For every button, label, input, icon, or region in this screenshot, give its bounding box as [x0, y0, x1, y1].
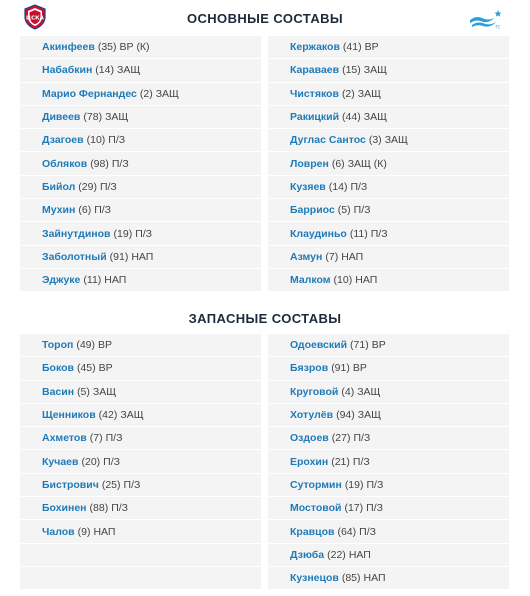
- player-number: (21): [331, 455, 350, 468]
- player-position: П/З: [108, 134, 126, 147]
- player-position: ЗАЩ: [363, 64, 387, 77]
- zenit-logo-icon: [468, 8, 506, 30]
- player-name[interactable]: Кучаев: [42, 455, 79, 468]
- player-row: [20, 520, 261, 543]
- player-number: (6): [78, 204, 92, 217]
- player-row: [20, 357, 261, 380]
- player-position: П/З: [353, 432, 371, 445]
- player-position: НАП: [131, 250, 154, 263]
- player-name[interactable]: Сутормин: [290, 478, 342, 491]
- player-number: (42): [98, 409, 118, 422]
- player-position: П/З: [352, 455, 370, 468]
- player-row: [268, 381, 509, 404]
- player-position: П/З: [370, 227, 388, 240]
- player-name[interactable]: Дивеев: [42, 111, 81, 124]
- player-row: [20, 497, 261, 520]
- player-position: П/З: [103, 455, 120, 468]
- player-row: [20, 199, 261, 222]
- player-position: П/З: [353, 204, 371, 217]
- player-row: [20, 176, 261, 199]
- player-position: ВР (К): [119, 41, 150, 54]
- player-row: [268, 199, 509, 222]
- player-number: (4): [341, 385, 355, 398]
- player-number: (27): [331, 432, 351, 445]
- player-name[interactable]: Тороп: [42, 339, 74, 352]
- player-position: ВР: [371, 339, 386, 352]
- player-name[interactable]: Барриос: [290, 204, 335, 217]
- player-row: [20, 59, 261, 82]
- player-position: П/З: [135, 227, 153, 240]
- player-position: П/З: [99, 180, 117, 193]
- player-position: НАП: [93, 525, 116, 538]
- player-name[interactable]: Дзюба: [290, 548, 325, 561]
- player-name[interactable]: Хотулёв: [290, 409, 334, 422]
- player-number: (17): [344, 502, 364, 515]
- player-row: [268, 474, 509, 497]
- player-number: (71): [350, 339, 369, 352]
- player-name[interactable]: Акинфеев: [42, 41, 95, 54]
- player-number: (5): [77, 385, 90, 398]
- player-number: (88): [89, 502, 109, 515]
- player-position: ВР: [98, 339, 113, 352]
- player-row: [268, 269, 509, 292]
- player-position: ВР: [98, 362, 113, 375]
- player-position: ЗАЩ: [384, 134, 408, 147]
- player-name[interactable]: Кержаков: [290, 41, 340, 54]
- player-position: П/З: [111, 502, 129, 515]
- player-position: П/З: [111, 157, 129, 170]
- player-row: [20, 404, 261, 427]
- player-name[interactable]: Зайнутдинов: [42, 227, 111, 240]
- player-name[interactable]: Бязров: [290, 362, 329, 375]
- player-row: [20, 246, 261, 269]
- player-row: [268, 497, 509, 520]
- player-name[interactable]: Дзагоев: [42, 134, 84, 147]
- player-name[interactable]: Боков: [42, 362, 74, 375]
- player-number: (11): [83, 274, 102, 287]
- player-name[interactable]: Мостовой: [290, 502, 342, 515]
- player-position: П/З: [366, 478, 384, 491]
- player-row: [268, 334, 509, 357]
- away-subs-list: [268, 334, 509, 590]
- player-name[interactable]: Круговой: [290, 385, 339, 398]
- player-name[interactable]: Клаудиньо: [290, 227, 347, 240]
- player-position: П/З: [123, 478, 141, 491]
- player-number: (15): [342, 64, 361, 77]
- player-row: [268, 152, 509, 175]
- player-row: [20, 427, 261, 450]
- home-starters-list: [20, 36, 261, 292]
- player-name[interactable]: Ахметов: [42, 432, 87, 445]
- main-lineups-title: ОСНОВНЫЕ СОСТАВЫ: [186, 11, 344, 26]
- player-name[interactable]: Ловрен: [290, 157, 329, 170]
- player-row: [268, 129, 509, 152]
- player-number: (19): [113, 227, 133, 240]
- player-name[interactable]: Мухин: [42, 204, 76, 217]
- player-row: [268, 83, 509, 106]
- player-position: НАП: [341, 250, 364, 263]
- player-row: [20, 152, 261, 175]
- player-position: НАП: [348, 548, 371, 561]
- player-number: (2): [139, 87, 153, 100]
- player-name[interactable]: Кузяев: [290, 180, 326, 193]
- player-number: (5): [337, 204, 351, 217]
- player-number: (9): [77, 525, 91, 538]
- player-position: НАП: [104, 274, 127, 287]
- player-row: [20, 334, 261, 357]
- lineups-header: [0, 0, 530, 36]
- player-number: (7): [325, 250, 339, 263]
- player-number: (49): [76, 339, 96, 352]
- player-number: (91): [109, 250, 129, 263]
- home-subs-list: [20, 334, 261, 590]
- player-name[interactable]: Набабкин: [42, 64, 93, 77]
- player-position: П/З: [366, 502, 383, 515]
- player-row: [20, 129, 261, 152]
- player-name[interactable]: Дуглас Сантос: [290, 134, 366, 147]
- player-position: ВР: [364, 41, 379, 54]
- player-name[interactable]: Оздоев: [290, 432, 329, 445]
- player-position: П/З: [94, 204, 112, 217]
- player-number: (45): [76, 362, 96, 375]
- player-number: (64): [337, 525, 357, 538]
- player-row: [268, 222, 509, 245]
- player-row: [268, 404, 509, 427]
- player-position: ЗАЩ: [357, 385, 381, 398]
- player-number: (10): [333, 274, 353, 287]
- player-name[interactable]: Кузнецов: [290, 572, 339, 585]
- empty-row: [20, 567, 261, 590]
- player-name[interactable]: Караваев: [290, 64, 340, 77]
- player-position: П/З: [359, 525, 376, 538]
- player-number: (6): [331, 157, 345, 170]
- player-position: ЗАЩ: [105, 111, 129, 124]
- player-name[interactable]: Азмун: [290, 250, 323, 263]
- player-name[interactable]: Обляков: [42, 157, 88, 170]
- player-number: (22): [327, 548, 346, 561]
- player-number: (44): [342, 111, 361, 124]
- player-number: (41): [342, 41, 362, 54]
- subs-header: [0, 311, 530, 326]
- svg-text:ЦСКА: ЦСКА: [26, 15, 44, 22]
- player-number: (19): [344, 478, 364, 491]
- player-row: [268, 357, 509, 380]
- player-position: П/З: [105, 432, 123, 445]
- player-number: (78): [83, 111, 103, 124]
- player-number: (94): [336, 409, 355, 422]
- player-name[interactable]: Чистяков: [290, 87, 339, 100]
- player-name[interactable]: Заболотный: [42, 250, 107, 263]
- player-position: НАП: [355, 274, 378, 287]
- zenit-logo-small-text: FC: [495, 24, 501, 30]
- player-position: ЗАЩ: [155, 87, 179, 100]
- player-name[interactable]: Ерохин: [290, 455, 329, 468]
- player-row: [268, 246, 509, 269]
- player-row: [268, 567, 509, 590]
- player-number: (2): [341, 87, 355, 100]
- player-position: ЗАЩ: [116, 64, 141, 77]
- player-number: (25): [101, 478, 121, 491]
- player-name[interactable]: Чалов: [42, 525, 75, 538]
- player-number: (10): [86, 134, 106, 147]
- player-number: (11): [349, 227, 368, 240]
- player-position: НАП: [363, 572, 386, 585]
- player-number: (14): [95, 64, 114, 77]
- player-row: [20, 106, 261, 129]
- player-name[interactable]: Малком: [290, 274, 331, 287]
- player-name[interactable]: Васин: [42, 385, 75, 398]
- player-name[interactable]: Щенников: [42, 409, 96, 422]
- player-row: [268, 450, 509, 473]
- player-row: [20, 474, 261, 497]
- player-position: ЗАЩ: [120, 409, 144, 422]
- player-number: (35): [97, 41, 117, 54]
- player-position: ВР: [352, 362, 367, 375]
- player-number: (98): [90, 157, 109, 170]
- player-row: [268, 36, 509, 59]
- player-row: [20, 36, 261, 59]
- player-number: (7): [89, 432, 103, 445]
- player-row: [268, 544, 509, 567]
- empty-row: [20, 544, 261, 567]
- player-position: ЗАЩ: [92, 385, 117, 398]
- player-number: (20): [81, 455, 101, 468]
- player-number: (3): [368, 134, 382, 147]
- player-position: ЗАЩ: [363, 111, 387, 124]
- player-name[interactable]: Бохинен: [42, 502, 87, 515]
- subs-lineups-title: ЗАПАСНЫЕ СОСТАВЫ: [188, 311, 342, 326]
- player-name[interactable]: Бистрович: [42, 478, 99, 491]
- player-number: (85): [341, 572, 361, 585]
- player-row: [20, 450, 261, 473]
- player-row: [20, 222, 261, 245]
- player-name[interactable]: Кравцов: [290, 525, 335, 538]
- player-row: [268, 520, 509, 543]
- player-name[interactable]: Ракицкий: [290, 111, 340, 124]
- away-starters-list: [268, 36, 509, 292]
- player-name[interactable]: Бийол: [42, 180, 76, 193]
- player-number: (14): [328, 180, 348, 193]
- player-position: ЗАЩ: [357, 87, 381, 100]
- player-row: [268, 106, 509, 129]
- player-name[interactable]: Одоевский: [290, 339, 348, 352]
- player-name[interactable]: Марио Фернандес: [42, 87, 137, 100]
- player-row: [268, 59, 509, 82]
- player-position: П/З: [350, 180, 368, 193]
- player-position: ЗАЩ: [357, 409, 381, 422]
- player-number: (29): [78, 180, 97, 193]
- player-name[interactable]: Эджуке: [42, 274, 81, 287]
- player-row: [268, 176, 509, 199]
- player-row: [20, 381, 261, 404]
- player-row: [20, 269, 261, 292]
- player-row: [268, 427, 509, 450]
- player-row: [20, 83, 261, 106]
- player-number: (91): [331, 362, 350, 375]
- player-position: ЗАЩ (К): [347, 157, 387, 170]
